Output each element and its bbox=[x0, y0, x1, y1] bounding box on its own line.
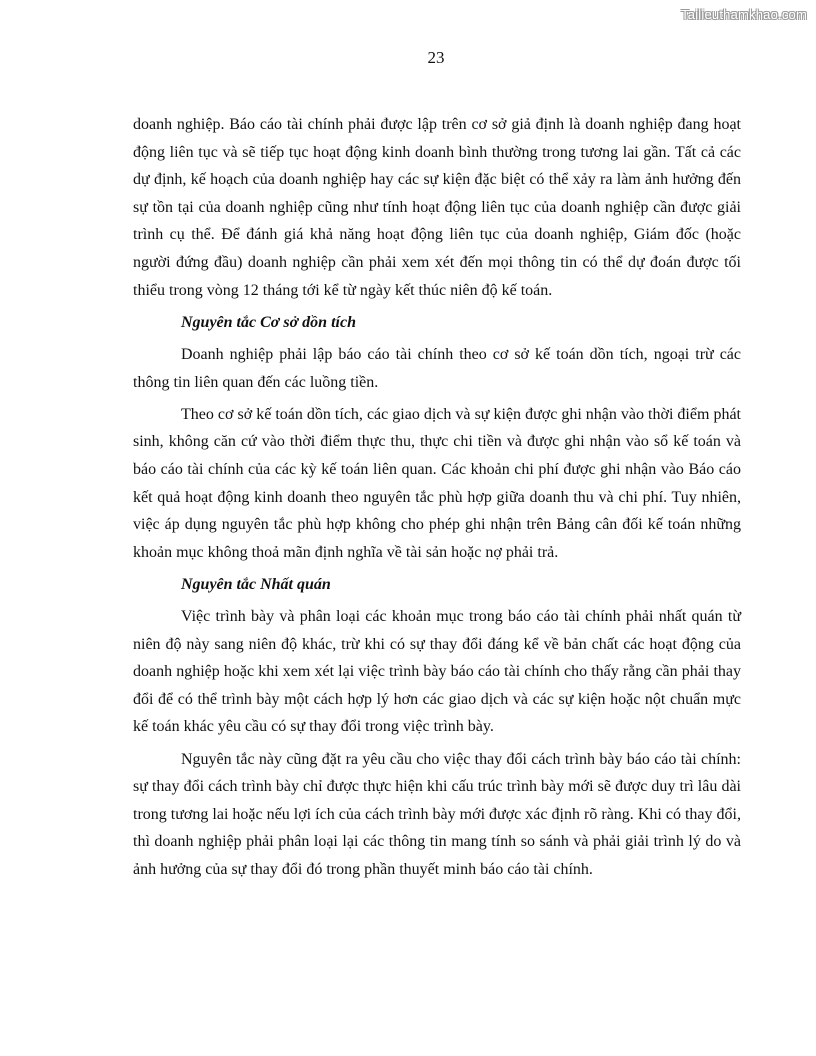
page-number: 23 bbox=[427, 48, 445, 67]
paragraph-accrual-basis: Doanh nghiệp phải lập báo cáo tài chính theo cơ sở kế toán dồn tích, ngoại trừ các thông tin liên quan đến các luồng tiền. bbox=[133, 345, 741, 391]
heading-accrual-basis: Nguyên tắc Cơ sở dồn tích bbox=[181, 313, 356, 331]
paragraph-going-concern: doanh nghiệp. Báo cáo tài chính phải được lập trên cơ sở giả định là doanh nghiệp đang hoạt động liên tục và sẽ tiếp tục hoạt động kinh doanh bình thường trong tương lai gần. Tất cả các dự định, kế hoạch của doanh nghiệp hay các sự kiện đặc biệt có thể xảy ra làm ảnh hưởng đến sự tồn tại của doanh nghiệp cũng như tính hoạt động liên tục của doanh nghiệp cần được giải trình cụ thể. Để đánh giá khả năng hoạt động liên tục của doanh nghiệp, Giám đốc (hoặc người đứng đầu) doanh nghiệp cần phải xem xét đến mọi thông tin có thể dự đoán được tối thiểu trong vòng 12 tháng tới kể từ ngày kết thúc niên độ kế toán. bbox=[133, 116, 741, 299]
watermark: Tailieuthamkhao.com bbox=[681, 7, 807, 22]
paragraph-consistency: Việc trình bày và phân loại các khoản mục trong báo cáo tài chính phải nhất quán từ niên độ này sang niên độ khác, trừ khi có sự thay đổi đáng kể về bản chất các hoạt động của doanh nghiệp hoặc khi xem xét lại việc trình bày báo cáo tài chính cho thấy rằng cần phải thay đổi để có thể trình bày một cách hợp lý hơn các giao dịch và các sự kiện hoặc nột chuẩn mực kế toán khác yêu cầu có sự thay đổi trong việc trình bày. bbox=[133, 608, 741, 736]
paragraph-consistency-change: Nguyên tắc này cũng đặt ra yêu cầu cho việc thay đổi cách trình bày báo cáo tài chính: sự thay đổi cách trình bày chỉ được thực hiện khi cấu trúc trình bày mới sẽ được duy trì lâu dài trong tương lai hoặc nếu lợi ích của cách trình bày mới được xác định rõ ràng. Khi có thay đổi, thì doanh nghiệp phải phân loại lại các thông tin mang tính so sánh và phải giải trình lý do và ảnh hưởng của sự thay đổi đó trong phần thuyết minh báo cáo tài chính. bbox=[133, 750, 741, 878]
document-body bbox=[133, 111, 741, 888]
heading-consistency: Nguyên tắc Nhất quán bbox=[181, 575, 331, 593]
paragraph-accrual-detail: Theo cơ sở kế toán dồn tích, các giao dịch và sự kiện được ghi nhận vào thời điểm phát sinh, không căn cứ vào thời điểm thực thu, thực chi tiền và được ghi nhận vào sổ kế toán và báo cáo tài chính của các kỳ kế toán liên quan. Các khoản chi phí được ghi nhận vào Báo cáo kết quả hoạt động kinh doanh theo nguyên tắc phù hợp giữa doanh thu và chi phí. Tuy nhiên, việc áp dụng nguyên tắc phù hợp không cho phép ghi nhận trên Bảng cân đối kế toán những khoản mục không thoả mãn định nghĩa về tài sản hoặc nợ phải trả. bbox=[133, 405, 741, 561]
